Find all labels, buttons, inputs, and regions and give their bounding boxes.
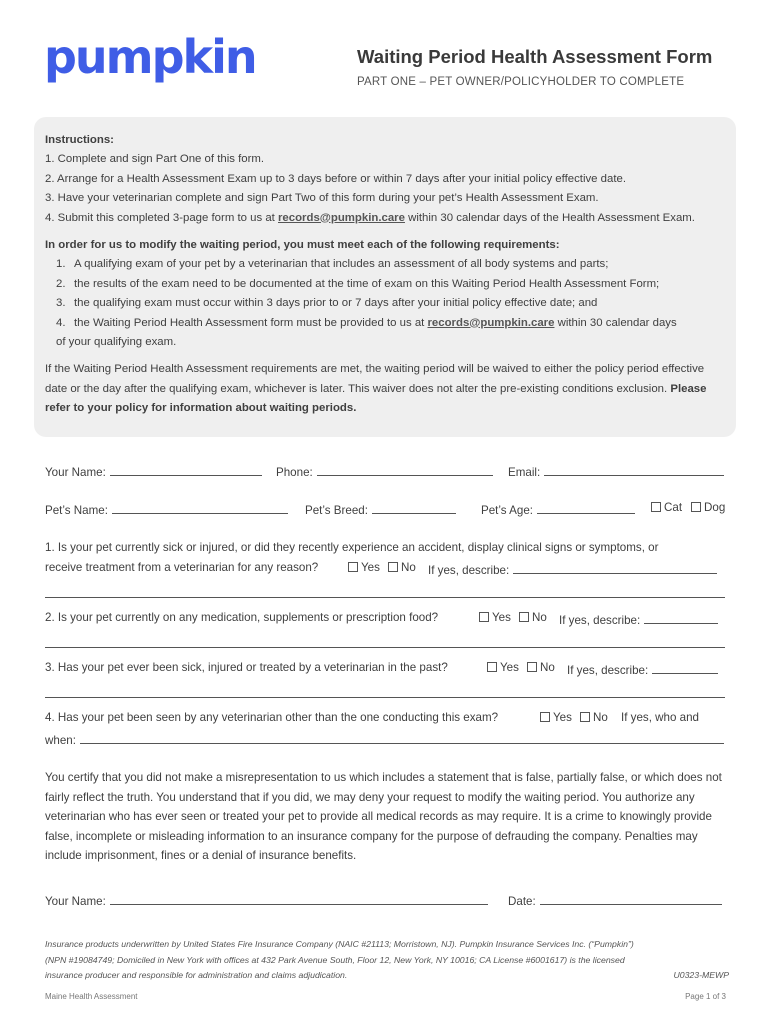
legal-line: insurance producer and responsible for administration and claims adjudication.	[45, 970, 348, 980]
instruction-step: 2. Arrange for a Health Assessment Exam up to 3 days before or within 7 days after your initial policy effective date.	[45, 172, 627, 185]
pets-age-input-line[interactable]	[537, 501, 635, 514]
q4-no-option[interactable]	[580, 711, 608, 724]
pumpkin-logo: pumpkin	[44, 30, 256, 84]
requirement-text: the results of the exam need to be documented at the time of exam on this Waiting Period Health Assessment Form;	[74, 277, 660, 290]
requirement-number: 2.	[56, 277, 66, 290]
q2-no-checkbox[interactable]	[519, 612, 529, 622]
q2-describe-input-line[interactable]	[644, 611, 718, 624]
waiver-paragraph	[45, 360, 724, 418]
email-label: Email:	[508, 466, 541, 479]
q3-describe-input-line[interactable]	[652, 661, 718, 674]
records-email-link[interactable]: records@pumpkin.care	[427, 316, 555, 329]
q2-yes-option[interactable]	[479, 611, 511, 624]
requirement-text-end: within 30 calendar days	[554, 316, 677, 329]
instructions-heading: Instructions:	[45, 134, 114, 146]
requirement-number: 3.	[56, 297, 66, 310]
no-label: No	[540, 661, 555, 674]
yes-label: Yes	[361, 561, 380, 574]
instruction-step: 1. Complete and sign Part One of this form.	[45, 153, 265, 166]
question-4-text: 4. Has your pet been seen by any veterinarian other than the one conducting this exam?	[45, 711, 499, 724]
instruction-step	[45, 209, 724, 228]
phone-field	[276, 463, 493, 479]
email-input-line[interactable]	[544, 463, 724, 476]
q3-no-checkbox[interactable]	[527, 662, 537, 672]
form-code: U0323-MEWP	[673, 970, 729, 980]
pets-name-input-line[interactable]	[112, 501, 288, 514]
describe-label: If yes, describe:	[559, 614, 641, 627]
requirement-text: the Waiting Period Health Assessment form must be provided to us at	[74, 316, 428, 329]
pets-breed-input-line[interactable]	[372, 501, 456, 514]
q1-describe-input-line[interactable]	[513, 561, 717, 574]
q1-yes-checkbox[interactable]	[348, 562, 358, 572]
requirement-text: the qualifying exam must occur within 3 days prior to or 7 days after your initial policy effective date; and	[74, 297, 598, 310]
phone-input-line[interactable]	[317, 463, 493, 476]
q4-yes-option[interactable]	[540, 711, 572, 724]
requirement-number: 1.	[56, 258, 66, 271]
pets-breed-field	[305, 501, 456, 517]
requirement-item	[45, 255, 724, 274]
q2-yes-checkbox[interactable]	[479, 612, 489, 622]
q2-describe-field	[559, 611, 718, 627]
q1-describe-field	[428, 561, 717, 577]
legal-line: Insurance products underwritten by United States Fire Insurance Company (NAIC #21113; Morristown, NJ). Pumpkin Insurance Services Inc. (“Pumpkin”)	[45, 939, 634, 949]
question-3-text: 3. Has your pet ever been sick, injured or treated by a veterinarian in the past?	[45, 661, 448, 674]
q3-describe-field	[567, 661, 718, 677]
requirements-heading: In order for us to modify the waiting period, you must meet each of the following requirements:	[45, 239, 560, 252]
certification-paragraph: You certify that you did not make a misrepresentation to us which includes a statement that is false, partially false, or which does not fairly reflect the truth. You understand that if you did, we may deny your request to modify the waiting period. You authorize any veterinarian who has ever seen or treated your pet to provide all medical records as may require. It is a crime to knowingly provide false, incomplete or misleading information to an insurance company for the purpose of defrauding the company. Penalties may include imprisonment, fines or a denial of insurance benefits.	[45, 771, 722, 862]
dog-checkbox[interactable]	[691, 502, 701, 512]
q4-yes-checkbox[interactable]	[540, 712, 550, 722]
cat-label: Cat	[664, 501, 683, 514]
question-1-text: 1. Is your pet currently sick or injured, or did they recently experience an accident, display clinical signs or symptoms, or	[45, 541, 659, 554]
pets-name-label: Pet’s Name:	[45, 504, 108, 517]
q4-no-checkbox[interactable]	[580, 712, 590, 722]
waiver-text: If the Waiting Period Health Assessment requirements are met, the waiting period will be waived to either the policy period effective date or the day after the qualifying exam, whichever is later. This waiver does not alter the pre-existing conditions exclusion.	[45, 363, 705, 395]
question-2-text: 2. Is your pet currently on any medication, supplements or prescription food?	[45, 611, 439, 624]
cat-option[interactable]	[651, 501, 682, 514]
describe-label: If yes, describe:	[428, 564, 510, 577]
when-label: when:	[45, 734, 76, 747]
q1-no-checkbox[interactable]	[388, 562, 398, 572]
your-name-field	[45, 463, 262, 479]
question-1-text-cont: receive treatment from a veterinarian for any reason?	[45, 561, 319, 574]
signature-name-label: Your Name:	[45, 895, 106, 908]
phone-label: Phone:	[276, 466, 313, 479]
q2-answer-line[interactable]	[45, 647, 725, 648]
your-name-label: Your Name:	[45, 466, 106, 479]
pets-name-field	[45, 501, 288, 517]
instructions-box	[34, 117, 736, 437]
page-subtitle: PART ONE – PET OWNER/POLICYHOLDER TO COMPLETE	[357, 76, 685, 88]
step4-text: 4. Submit this completed 3-page form to us at	[45, 211, 278, 224]
q4-when-input-line[interactable]	[80, 731, 724, 744]
q1-no-option[interactable]	[388, 561, 416, 574]
yes-label: Yes	[492, 611, 511, 624]
legal-line: (NPN #19084749; Domiciled in New York with offices at 432 Park Avenue South, Floor 12, New York, NY 10016; CA License #6001617) is the licensed	[45, 954, 625, 965]
describe-label: If yes, describe:	[567, 664, 649, 677]
no-label: No	[401, 561, 416, 574]
step4-text-end: within 30 calendar days of the Health Assessment Exam.	[404, 211, 695, 224]
requirement-number: 4.	[56, 316, 66, 329]
q3-yes-checkbox[interactable]	[487, 662, 497, 672]
records-email-link[interactable]: records@pumpkin.care	[278, 211, 405, 224]
q3-answer-line[interactable]	[45, 697, 725, 698]
legal-disclaimer	[45, 937, 729, 984]
signature-date-field	[508, 892, 722, 908]
q1-yes-option[interactable]	[348, 561, 380, 574]
q4-when-field	[45, 731, 724, 747]
requirement-item	[45, 314, 724, 333]
q2-no-option[interactable]	[519, 611, 547, 624]
no-label: No	[593, 711, 608, 724]
requirement-item	[45, 275, 724, 294]
signature-name-field	[45, 892, 488, 908]
signature-name-input-line[interactable]	[110, 892, 488, 905]
signature-date-input-line[interactable]	[540, 892, 722, 905]
your-name-input-line[interactable]	[110, 463, 262, 476]
q4-who-label: If yes, who and	[621, 711, 699, 724]
no-label: No	[532, 611, 547, 624]
pets-breed-label: Pet’s Breed:	[305, 504, 368, 517]
email-field	[508, 463, 724, 479]
pets-age-field	[481, 501, 635, 517]
pets-age-label: Pet’s Age:	[481, 504, 533, 517]
q3-no-option[interactable]	[527, 661, 555, 674]
q1-answer-line[interactable]	[45, 597, 725, 598]
waiver-bold-text: Please refer to your policy for information about waiting periods.	[45, 382, 707, 415]
signature-date-label: Date:	[508, 895, 536, 908]
page-title: Waiting Period Health Assessment Form	[357, 46, 713, 67]
requirement-continuation: of your qualifying exam.	[56, 336, 177, 349]
yes-label: Yes	[500, 661, 519, 674]
requirement-item	[45, 294, 724, 313]
cat-checkbox[interactable]	[651, 502, 661, 512]
dog-label: Dog	[704, 501, 726, 514]
dog-option[interactable]	[691, 501, 725, 514]
legal-last-row	[45, 968, 729, 984]
footer-page-number: Page 1 of 3	[685, 992, 726, 1001]
instruction-step: 3. Have your veterinarian complete and sign Part Two of this form during your pet’s Health Assessment Exam.	[45, 192, 599, 205]
footer-document-name: Maine Health Assessment	[45, 992, 138, 1001]
requirement-text: A qualifying exam of your pet by a veterinarian that includes an assessment of all body systems and parts;	[74, 258, 609, 271]
q3-yes-option[interactable]	[487, 661, 519, 674]
yes-label: Yes	[553, 711, 572, 724]
